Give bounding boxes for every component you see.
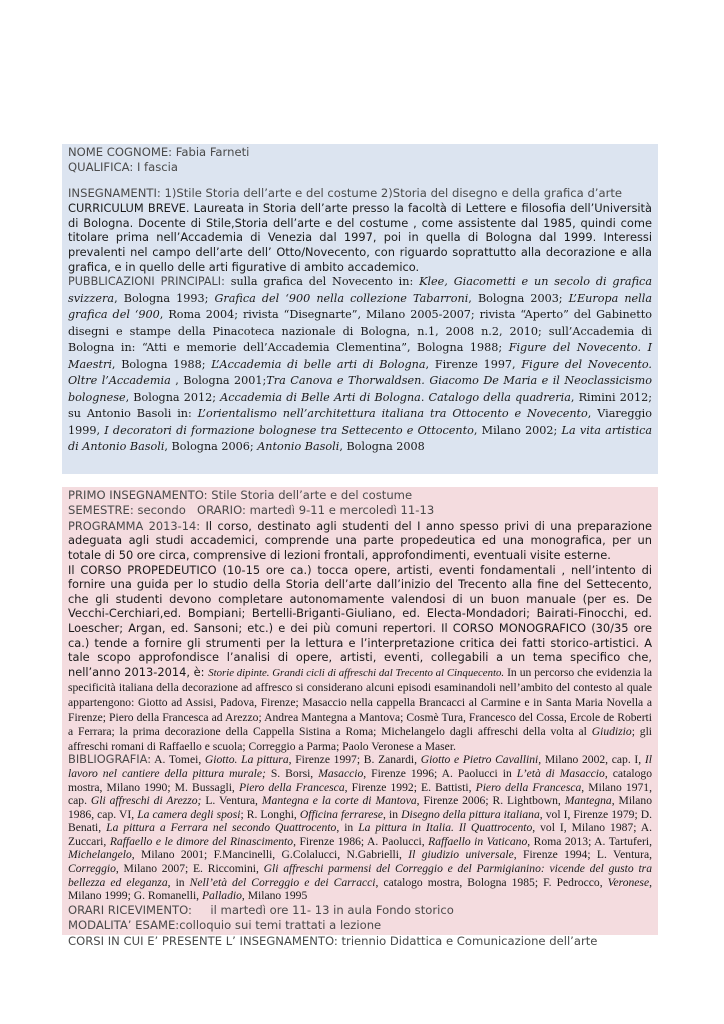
pub-text: , Firenze 1997, <box>425 357 522 371</box>
esame-line <box>68 918 652 933</box>
bib-title: Mantegna e la corte di Mantova <box>261 794 417 808</box>
monografico-theme: Storie dipinte. Grandi cicli di affreschi dal Trecento al Cinquecento. <box>208 666 505 679</box>
qualifica-value: I fascia <box>136 160 178 175</box>
semestre-line <box>68 503 652 518</box>
pub-title: L’orientalismo nell’architettura italiana tra Ottocento e Novecento <box>197 407 588 421</box>
bib-text: , Firenze 1996; A. Paolucci in <box>363 766 517 780</box>
name-value: Fabia Farneti <box>175 145 250 159</box>
bib-text: , catalogo mostra, Milano 1990; M. Bussagli, <box>68 766 652 794</box>
bib-text: , in <box>383 807 402 821</box>
pub-title: L’Europa nella grafica del ‘900 <box>68 291 652 322</box>
bib-text: , Milano 2001; F.Mancinelli, G.Colalucci, N.Gabrielli, <box>131 848 409 862</box>
semestre-label: SEMESTRE: <box>68 503 134 518</box>
bib-title: La pittura in Italia. Il Quattrocento <box>358 821 533 835</box>
bib-title: L’età di Masaccio <box>516 766 605 780</box>
bib-title: Disegno della pittura italiana <box>401 807 540 821</box>
curriculum-text: Laureata in Storia dell’arte presso la facoltà di Lettere e filosofia dell’Università di Bologna. Docente di Stile,Storia dell’arte e del costume , come assistente dal 1985, quindi come titolare prima nell’Accademia di Venezia dal 1997, poi in quella di Bologna dal 1999. Interessi prevalenti nel campo dell’arte dell’ Otto/Novecento, con riguardo soprattutto alla decorazione e alla grafica, e in quello delle arti figurative di ambito accademico. <box>68 201 653 274</box>
bibliografia-paragraph <box>68 753 652 903</box>
bib-title: Raffaello e le dimore del Rinascimento <box>109 834 294 848</box>
bib-text: S. Borsi, <box>265 766 319 780</box>
corsi-line <box>68 934 652 949</box>
bib-text: , Milano 1971, cap. <box>68 780 652 808</box>
programma-label: PROGRAMMA 2013-14: <box>68 518 201 533</box>
esame-label: MODALITA’ ESAME: <box>68 918 180 933</box>
bib-title: Mantegna <box>564 794 612 808</box>
bib-title: Nell’età del Correggio e dei Carracci <box>189 875 376 889</box>
bib-title: Masaccio <box>318 766 364 780</box>
bib-text: , Firenze 1997; B. Zanardi, <box>288 753 421 767</box>
pub-title: Klee, Giacometti e un secolo di grafica svizzera <box>68 275 652 305</box>
ricevimento-line <box>68 903 652 918</box>
bib-title: Piero della Francesca <box>475 780 582 794</box>
pub-text: , Rimini 2012; su Antonio Basoli in: <box>68 390 652 421</box>
bib-text: , Firenze 2006; R. Lightbown, <box>416 794 565 808</box>
bib-text: , Firenze 1992; E. Battisti, <box>344 780 476 794</box>
pub-text: , Milano 2002; <box>473 423 562 437</box>
bib-text: , in <box>336 821 359 835</box>
monografico-text: ; gli affreschi romani di Raffaello e scuola; Correggio a Parma; Paolo Veronese a Maser. <box>68 725 653 753</box>
bib-text: , Firenze 1986; A. Paolucci, <box>293 834 429 848</box>
insegnamenti-value: 1)Stile Storia dell’arte e del costume 2)Storia del disegno e della grafica d’arte <box>164 185 623 200</box>
bib-text: , Milano 2002, cap. I, <box>538 753 645 767</box>
spacer <box>68 176 652 186</box>
bib-text: , Milano 2007; E. Riccomini, <box>115 862 264 876</box>
monografico-text: In un percorso che evidenzia la specificità italiana della decorazione ad affresco si considerano alcuni episodi esaminandoli nell’ambito del contesto al quale appartengono: Giotto ad Assisi, Padova, Firenze; Masaccio nella cappella Brancacci al Carmine e in Santa Maria Novella a Firenze; Piero della Francesca ad Arezzo; Andrea Mantegna a Mantova; Cosmè Tura, Francesco del Cossa, Ercole de Roberti a Ferrara; la prima decorazione della Cappella Sistina a Roma; Michelangelo dagli affreschi della volta al <box>68 665 652 739</box>
bibliografia-label: BIBLIOGRAFIA: <box>68 752 152 767</box>
bib-text: , Roma 2013; A. Tartuferi, <box>527 834 653 848</box>
bib-title: Giotto. La pittura <box>204 753 289 767</box>
pub-title: La vita artistica di Antonio Basoli <box>68 423 652 454</box>
pub-text: , Bologna 1988; <box>111 357 212 371</box>
pub-title: Antonio Basoli <box>257 440 340 454</box>
programma-text: Il corso, destinato agli studenti del I anno spesso privi di una preparazione adeguata agli studi accademici, comprende una parte propedeutica ed una monografica, per un totale di 50 ore circa, comprensive di lezioni frontali, approfondimenti, eventuali visite esterne. <box>68 518 653 562</box>
pub-text: , Bologna 2006; <box>164 440 258 454</box>
bib-title: Gli affreschi parmensi del Correggio e del Parmigianino: vicende del gusto tra bellezza ed eleganza <box>68 862 652 889</box>
qualifica-line <box>68 160 652 175</box>
pub-text: , Bologna 2001; <box>170 374 267 388</box>
corsi-label: CORSI IN CUI E’ PRESENTE L’ INSEGNAMENTO: <box>68 933 338 948</box>
name-line <box>68 145 652 160</box>
insegnamenti-line <box>68 186 652 201</box>
bib-text: , catalogo mostra, Bologna 1985; F. Pedrocco, <box>375 875 608 889</box>
monografico-title: Giudizio <box>591 725 632 739</box>
pub-text: , Roma 2004; rivista “Disegnarte”, Milano 2005-2007; rivista “Aperto” del Gabinetto disegni e stampe della Pinacoteca nazionale di Bologna, n.1, 2008 n.2, 2010; sull’Accademia di Bologna in: “Atti e memorie dell’Accademia Clementina”, Bologna 1988; <box>68 308 652 355</box>
orario-label: ORARIO: <box>196 503 246 518</box>
bib-title: Piero della Francesca <box>238 780 345 794</box>
qualifica-label: QUALIFICA: <box>68 160 134 175</box>
bib-text: , Milano 1986, cap. VI, <box>68 794 653 821</box>
orario-value: martedì 9-11 e mercoledì 11-13 <box>249 503 435 518</box>
pub-text: , Bologna 2012; <box>125 390 221 404</box>
bib-title: Veronese <box>607 875 650 889</box>
bib-text: A. Tomei, <box>151 753 205 767</box>
pub-title: Figure del Novecento. I Maestri <box>68 341 652 371</box>
esame-value: colloquio sui temi trattati a lezione <box>179 918 382 933</box>
pubblicazioni-paragraph <box>68 274 652 456</box>
bib-text: , vol I, Milano 1987; A. Zuccari, <box>68 821 653 848</box>
pub-title: Accademia di Belle Arti di Bologna. Catalogo della quadreria <box>220 390 571 404</box>
bib-title: La pittura a Ferrara nel secondo Quattrocento <box>106 821 337 835</box>
curriculum-label: CURRICULUM BREVE. <box>68 201 190 216</box>
bib-text: , Milano 1999; G. Romanelli, <box>68 875 652 903</box>
insegnamenti-label: INSEGNAMENTI: <box>68 185 161 200</box>
name-label: NOME COGNOME: <box>68 145 173 159</box>
pubblicazioni-label: PUBBLICAZIONI PRINCIPALI: <box>68 275 225 289</box>
pub-title: I decoratori di formazione bolognese tra Settecento e Ottocento <box>104 423 474 437</box>
corsi-value: triennio Didattica e Comunicazione dell’arte <box>341 933 598 948</box>
pub-title: Tra Canova e Thorwaldsen. Giacomo De Maria e il Neoclassicismo bolognese <box>68 374 652 404</box>
propedeutico-text: Il CORSO PROPEDEUTICO (10-15 ore ca.) tocca opere, artisti, eventi fondamentali , nell’intento di fornire una guida per lo studio della Storia dell’arte dall’inizio del Trecento alla fine del Settecento, che gli studenti devono completare autonomamente valendosi di un buon manuale (per es. De Vecchi-Cerchiari,ed. Bompiani; Bertelli-Briganti-Giuliano, ed. Electa-Mondadori; Bairati-Finocchi, ed. Loescher; Argan, ed. Sansoni; etc.) e dei più comuni repertori. Il CORSO MONOGRAFICO (30/35 ore ca.) tende a fornire gli strumenti per la lettura e l’interpretazione critica dei fatti storico-artistici. A tale scopo approfondisce l’analisi di opere, artisti, eventi, collegabili a un tema specifico che, nell’anno 2013-2014, è: <box>68 562 652 679</box>
pub-title: L’Accademia di belle arti di Bologna <box>211 357 426 371</box>
ricevimento-value: il martedì ore 11- 13 in aula Fondo storico <box>210 902 454 917</box>
bib-title: Giotto e Pietro Cavallini <box>420 753 539 767</box>
primo-insegnamento-line <box>68 488 652 503</box>
bib-title: La camera degli sposi <box>137 807 241 821</box>
ricevimento-label: ORARI RICEVIMENTO: <box>68 902 192 917</box>
bib-title: Michelangelo <box>68 848 132 862</box>
bib-title: Il lavoro nel cantiere della pittura murale; <box>68 753 652 780</box>
pub-text: , Bologna 1993; <box>114 291 215 305</box>
pub-text: , Bologna 2008 <box>339 440 425 454</box>
bib-text: , vol I, Firenze 1979; D. Benati, <box>68 807 653 835</box>
bib-text: , Milano 1995 <box>241 889 308 903</box>
pub-text: , Bologna 2003; <box>468 291 569 305</box>
pub-title: Grafica del ‘900 nella collezione Tabarroni <box>214 291 469 305</box>
programma-paragraph <box>68 519 652 563</box>
semestre-value: secondo <box>137 503 186 518</box>
bib-text: L. Ventura, <box>201 794 262 808</box>
bib-text: , Firenze 1994; L. Ventura, <box>513 848 653 862</box>
bib-title: Palladio <box>201 889 242 903</box>
propedeutico-paragraph <box>68 563 652 754</box>
bib-title: Officina ferrarese <box>299 807 384 821</box>
bib-text: , in <box>167 875 190 889</box>
course-section <box>62 487 658 948</box>
primo-label: PRIMO INSEGNAMENTO: <box>68 488 208 502</box>
pub-title: Figure del Novecento. Oltre l’Accademia <box>68 357 652 388</box>
pub-text: , Viareggio 1999, <box>68 407 652 437</box>
pub-text: sulla grafica del Novecento in: <box>224 275 420 289</box>
bib-title: Correggio <box>68 862 116 876</box>
profile-section <box>62 144 658 474</box>
bib-title: Gli affreschi di Arezzo; <box>90 794 202 808</box>
bib-title: Raffaello in Vaticano <box>428 834 528 848</box>
bib-text: ; R. Longhi, <box>240 807 300 821</box>
curriculum-paragraph <box>68 201 652 274</box>
bib-title: Il giudizio universale <box>408 848 514 862</box>
primo-value: Stile Storia dell’arte e del costume <box>211 488 413 502</box>
